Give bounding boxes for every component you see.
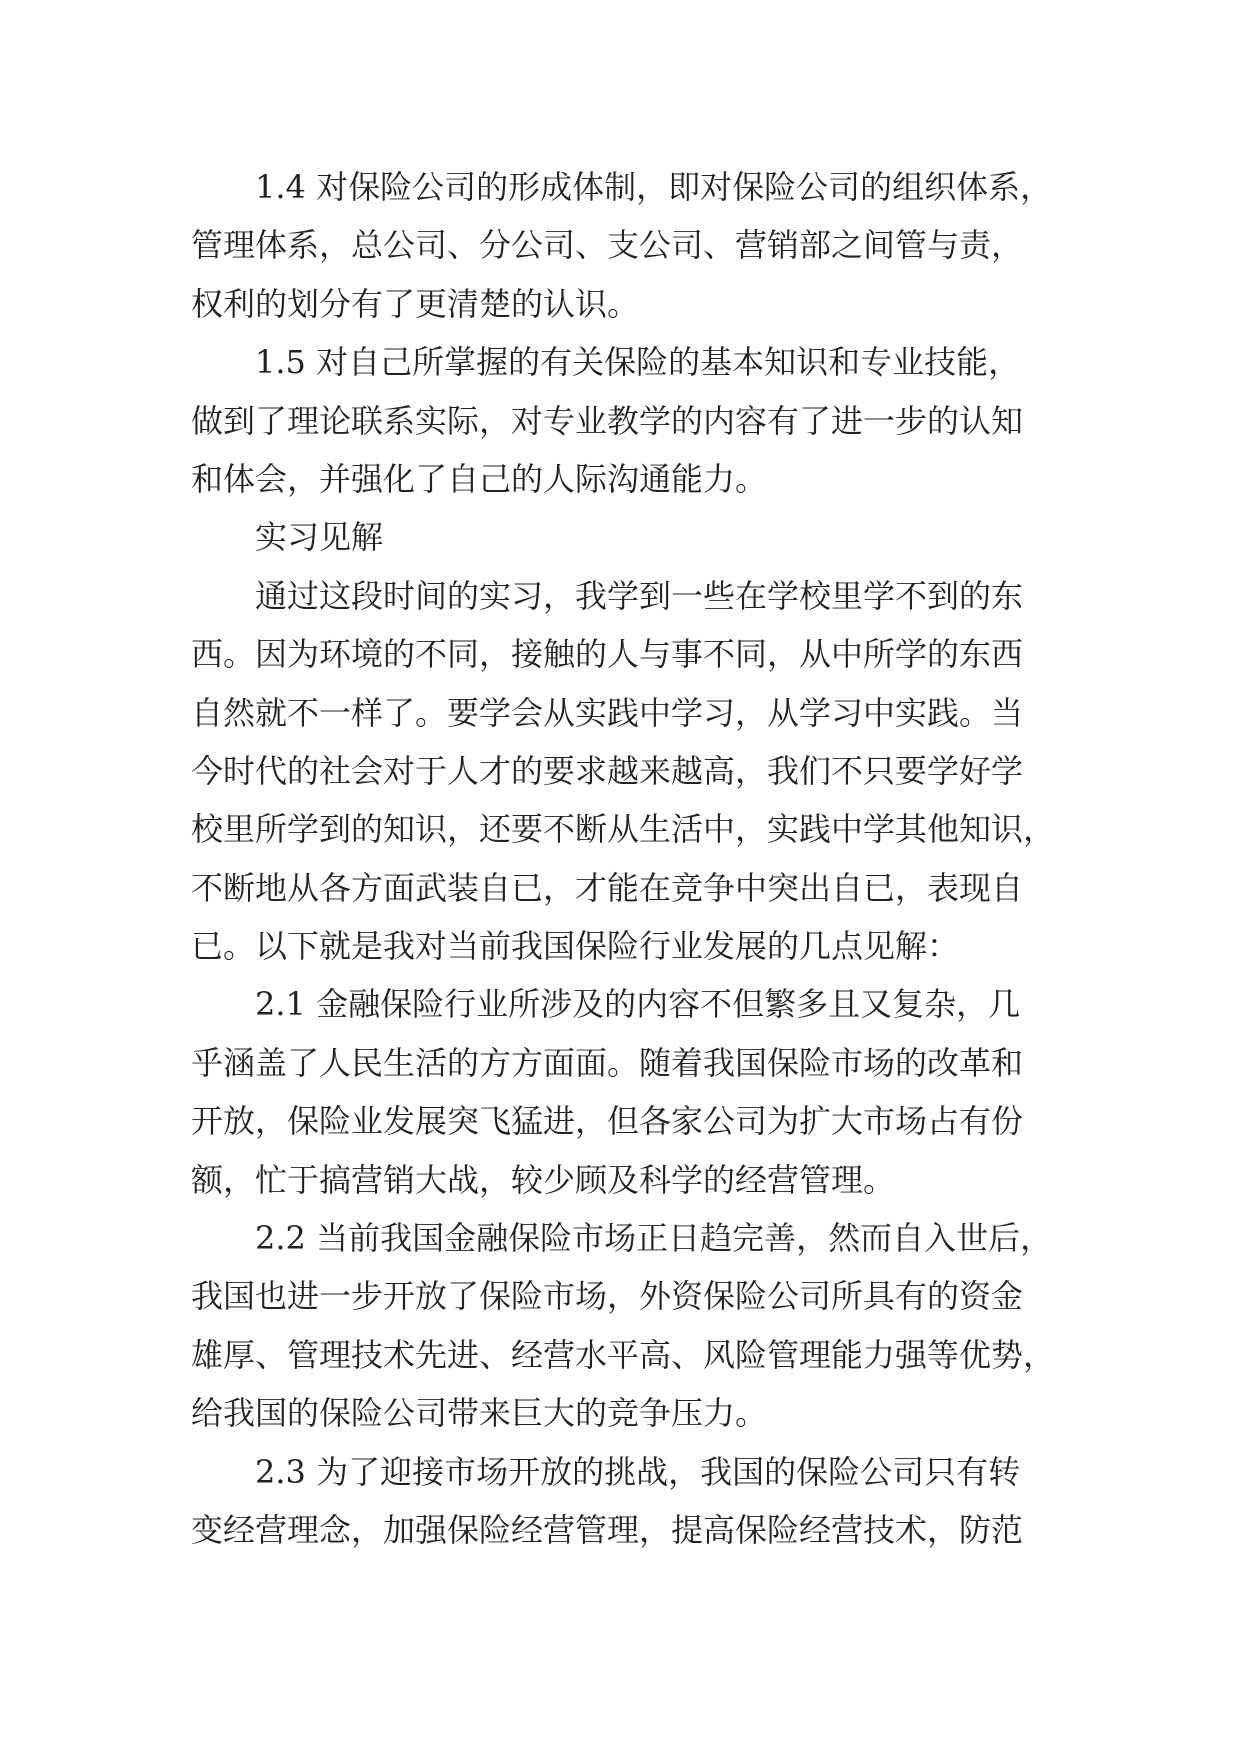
text-line: 1.4 对保险公司的形成体制，即对保险公司的组织体系， bbox=[191, 168, 1053, 206]
document-body bbox=[191, 158, 1068, 1559]
text-line: 乎涵盖了人民生活的方方面面。随着我国保险市场的改革和 bbox=[191, 1043, 1024, 1082]
text-line: 雄厚、管理技术先进、经营水平高、风险管理能力强等优势， bbox=[191, 1335, 1056, 1374]
text-line: 通过这段时间的实习，我学到一些在学校里学不到的东 bbox=[191, 576, 1024, 615]
text-line: 变经营理念，加强保险经营管理，提高保险经营技术，防范 bbox=[191, 1510, 1024, 1549]
text-line: 2.3 为了迎接市场开放的挑战，我国的保险公司只有转 bbox=[191, 1452, 1021, 1491]
text-line: 给我国的保险公司带来巨大的竞争压力。 bbox=[191, 1394, 768, 1433]
text-line: 已。以下就是我对当前我国保险行业发展的几点见解： bbox=[191, 927, 960, 966]
text-line: 2.1 金融保险行业所涉及的内容不但繁多且又复杂，几 bbox=[191, 985, 1021, 1024]
text-line: 我国也进一步开放了保险市场，外资保险公司所具有的资金 bbox=[191, 1277, 1024, 1316]
text-line: 开放，保险业发展突飞猛进，但各家公司为扩大市场占有份 bbox=[191, 1102, 1024, 1141]
section-heading: 实习见解 bbox=[191, 518, 384, 557]
text-line: 权利的划分有了更清楚的认识。 bbox=[191, 284, 640, 323]
text-line: 今时代的社会对于人才的要求越来越高，我们不只要学好学 bbox=[191, 751, 1024, 790]
text-line: 西。因为环境的不同，接触的人与事不同，从中所学的东西 bbox=[191, 635, 1024, 674]
text-line: 管理体系，总公司、分公司、支公司、营销部之间管与责， bbox=[191, 226, 1024, 265]
text-line: 校里所学到的知识，还要不断从生活中，实践中学其他知识， bbox=[191, 810, 1056, 849]
text-line: 2.2 当前我国金融保险市场正日趋完善，然而自入世后， bbox=[191, 1219, 1053, 1258]
text-line: 1.5 对自己所掌握的有关保险的基本知识和专业技能， bbox=[191, 343, 1021, 382]
text-line: 自然就不一样了。要学会从实践中学习，从学习中实践。当 bbox=[191, 693, 1024, 732]
text-line: 做到了理论联系实际，对专业教学的内容有了进一步的认知 bbox=[191, 401, 1024, 440]
text-line: 额，忙于搞营销大战，较少顾及科学的经营管理。 bbox=[191, 1160, 896, 1199]
text-line: 和体会，并强化了自己的人际沟通能力。 bbox=[191, 459, 768, 498]
text-line: 不断地从各方面武装自已，才能在竞争中突出自已，表现自 bbox=[191, 868, 1024, 907]
